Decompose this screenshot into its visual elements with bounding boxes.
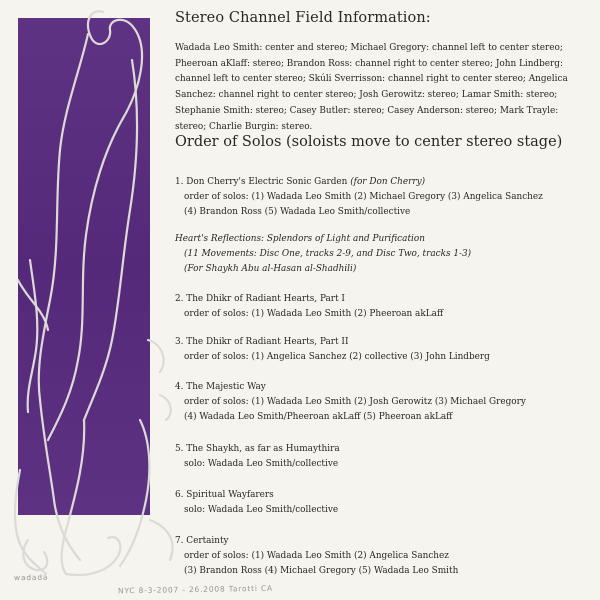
track-line: order of solos: (1) Wadada Leo Smith (2) Michael Gregory (3) Angelica Sanchez xyxy=(184,192,543,202)
track-item xyxy=(175,380,590,425)
track-line: solo: Wadada Leo Smith/collective xyxy=(184,459,339,469)
track-line: (For Shaykh Abu al-Hasan al-Shadhili) xyxy=(184,264,357,274)
signature-name: wadada xyxy=(13,572,49,583)
track-title: 2. The Dhikr of Radiant Hearts, Part I xyxy=(175,294,345,304)
track-line: (4) Brandon Ross (5) Wadada Leo Smith/collective xyxy=(184,207,411,217)
signature-note: NYC 8-3-2007 - 26.2008 Tarotti CA xyxy=(117,583,273,596)
track-item xyxy=(175,442,590,472)
stereo-info-title: Stereo Channel Field Information: xyxy=(175,10,431,26)
track-item xyxy=(175,232,590,277)
track-item xyxy=(175,175,590,220)
track-line: order of solos: (1) Angelica Sanchez (2) collective (3) John Lindberg xyxy=(184,352,490,362)
track-title: 6. Spiritual Wayfarers xyxy=(175,490,274,500)
track-title: 5. The Shaykh, as far as Humaythira xyxy=(175,444,340,454)
stereo-info-body: Wadada Leo Smith: center and stereo; Michael Gregory: channel left to center stereo; Pheeroan aKlaff: stereo; Brandon Ross: channel right to center stereo; John Lindberg: channel left to center stereo; Skúli Sverrisson: channel right to center stereo; Angelica Sanchez: channel right to center stereo; Josh Gerowitz: stereo; Lamar Smith: stereo; Stephanie Smith: stereo; Casey Butler: stereo; Casey Anderson: stereo; Mark Trayle: stereo; Charlie Burgin: stereo. xyxy=(175,43,568,132)
track-title: 1. Don Cherry's Electric Sonic Garden (for Don Cherry) xyxy=(175,177,426,187)
track-line: (3) Brandon Ross (4) Michael Gregory (5) Wadada Leo Smith xyxy=(184,566,459,576)
track-item xyxy=(175,335,590,365)
track-title: 3. The Dhikr of Radiant Hearts, Part II xyxy=(175,337,349,347)
track-line: (4) Wadada Leo Smith/Pheeroan akLaff (5) Pheeroan akLaff xyxy=(184,412,453,422)
track-line: (11 Movements: Disc One, tracks 2-9, and Disc Two, tracks 1-3) xyxy=(184,249,472,259)
solos-title: Order of Solos (soloists move to center stereo stage) xyxy=(175,134,563,150)
track-title: Heart's Reflections: Splendors of Light and Purification xyxy=(175,234,425,244)
track-item xyxy=(175,534,590,579)
track-title: 7. Certainty xyxy=(175,536,229,546)
track-line: order of solos: (1) Wadada Leo Smith (2) Josh Gerowitz (3) Michael Gregory xyxy=(184,397,526,407)
track-item xyxy=(175,292,590,322)
track-item xyxy=(175,488,590,518)
track-line: order of solos: (1) Wadada Leo Smith (2) Angelica Sanchez xyxy=(184,551,449,561)
track-title: 4. The Majestic Way xyxy=(175,382,266,392)
track-line: solo: Wadada Leo Smith/collective xyxy=(184,505,339,515)
artwork-panel xyxy=(18,18,150,515)
track-line: order of solos: (1) Wadada Leo Smith (2) Pheeroan akLaff xyxy=(184,309,444,319)
